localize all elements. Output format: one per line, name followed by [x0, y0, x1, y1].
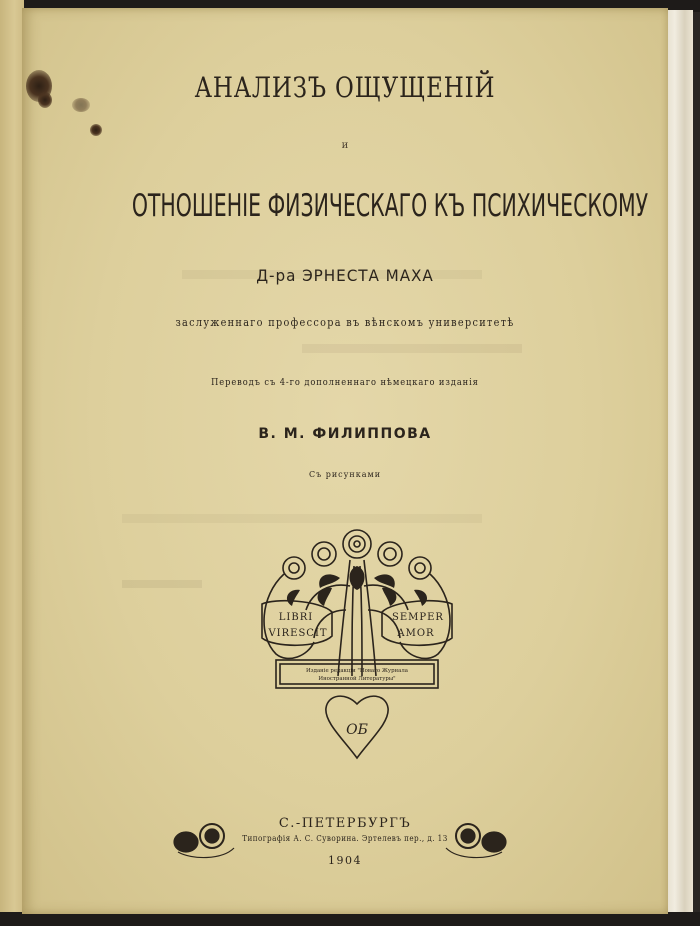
- illustrations-note: Съ рисунками: [308, 470, 382, 479]
- motto-right-2: AMOR: [397, 628, 435, 639]
- publisher-emblem: [254, 526, 460, 760]
- motto-left-1: LIBRI: [278, 612, 314, 623]
- bleed-through-text: [122, 514, 482, 523]
- bleed-through-text: [122, 580, 202, 588]
- printer-ornament-left: [172, 814, 238, 862]
- motto-left-2: VIRESCIT: [268, 628, 328, 639]
- imprint-city: С.-ПЕТЕРБУРГЪ: [278, 816, 412, 831]
- banner-line-2: Иностранной Литературы": [318, 676, 396, 682]
- ink-stain: [90, 124, 102, 136]
- author-position: заслуженнаго профессора въ вѣнскомъ университетѣ: [175, 316, 515, 329]
- title-conjunction: и: [341, 140, 349, 151]
- author-name: Д-ра ЭРНЕСТА МАХА: [256, 266, 434, 285]
- background-bottom: [0, 912, 700, 926]
- banner-line-1: Изданіе редакціи "Новаго Журнала: [305, 668, 409, 674]
- previous-page-edge: [0, 0, 24, 926]
- ink-stain: [38, 92, 52, 108]
- imprint-press: Типографія А. С. Суворина. Эртелевъ пер., д. 13: [242, 834, 448, 843]
- imprint-year: 1904: [328, 854, 362, 867]
- emblem-monogram: ОБ: [346, 722, 368, 738]
- translator-name: В. М. ФИЛИППОВА: [258, 426, 432, 442]
- title-line-2: ОТНОШЕНІЕ ФИЗИЧЕСКАГО КЪ ПСИХИЧЕСКОМУ: [131, 188, 649, 224]
- title-page: [22, 8, 668, 914]
- book-block-edge: [664, 10, 693, 912]
- title-line-1: АНАЛИЗЪ ОЩУЩЕНІЙ: [194, 71, 496, 104]
- translation-note: Переводъ съ 4-го дополненнаго нѣмецкаго изданія: [211, 378, 479, 388]
- bleed-through-text: [302, 344, 522, 353]
- printer-ornament-right: [442, 814, 508, 862]
- motto-right-1: SEMPER: [392, 612, 444, 623]
